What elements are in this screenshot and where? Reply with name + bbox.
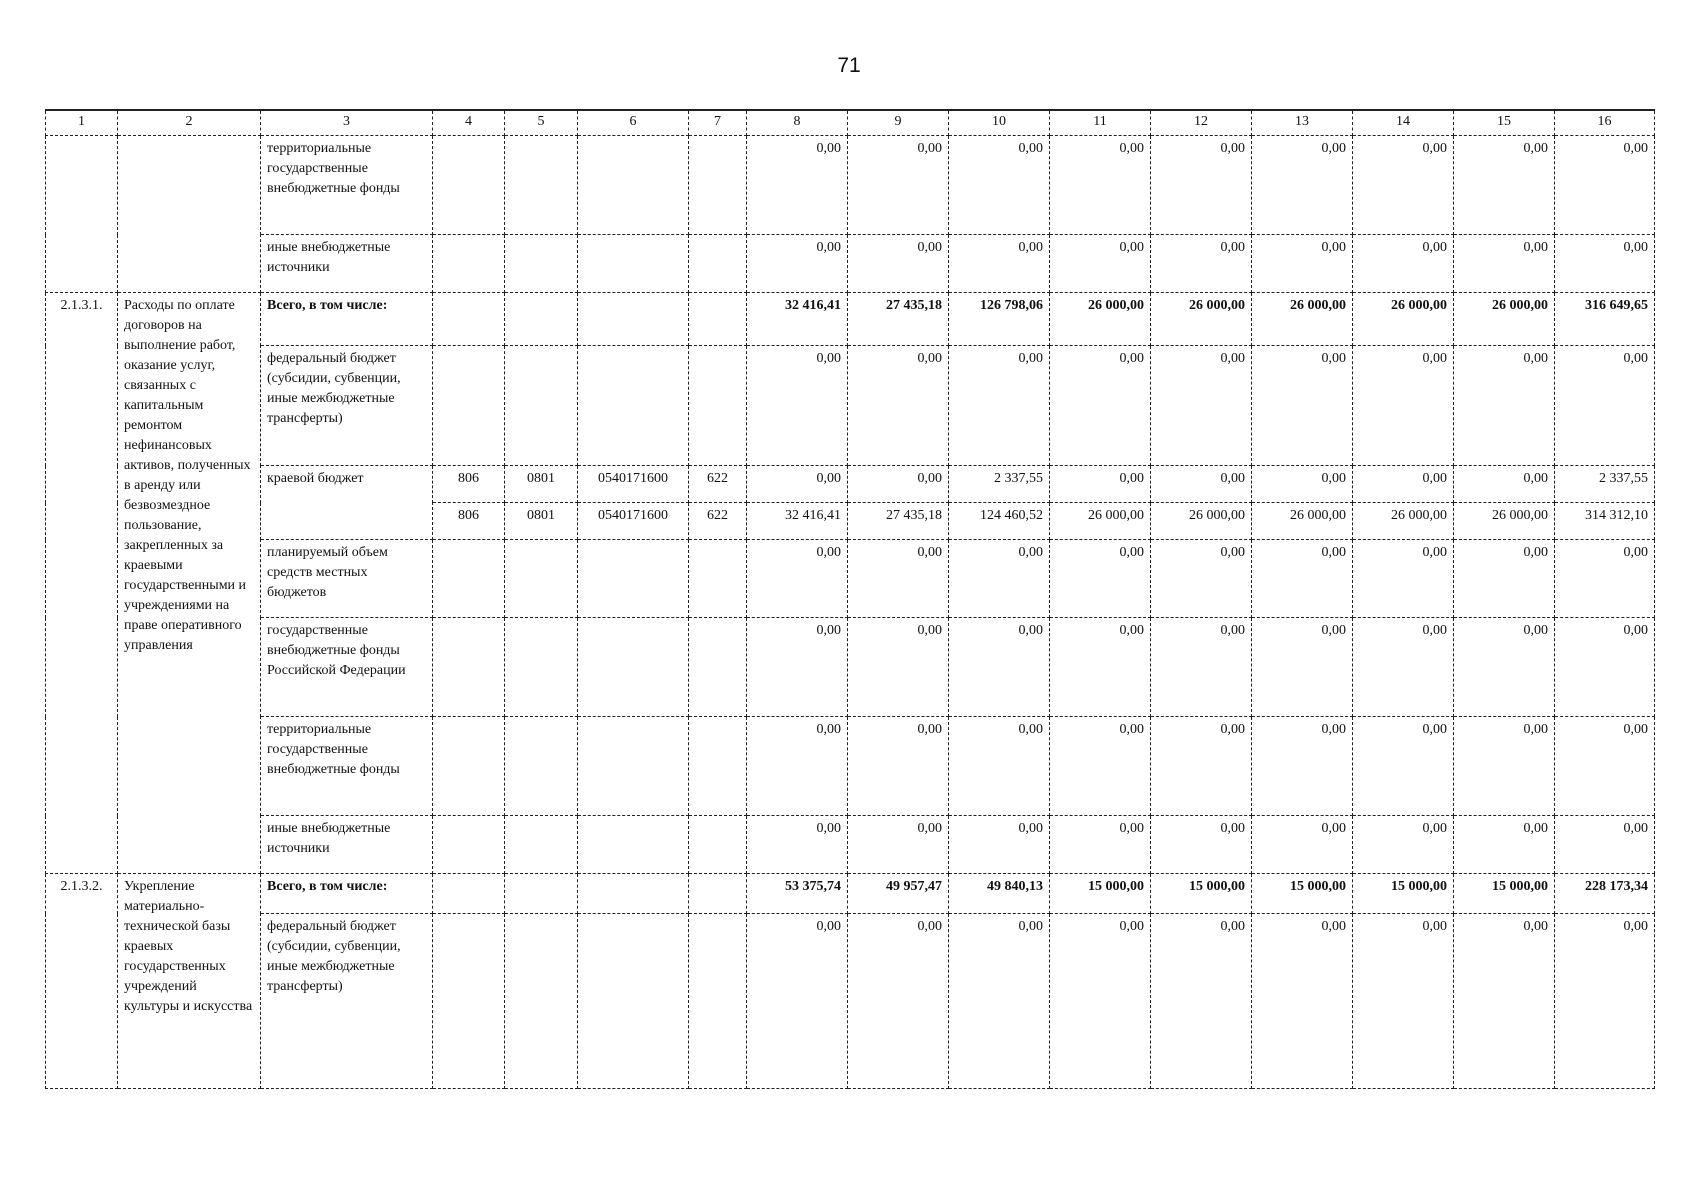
- col-header: 13: [1252, 110, 1353, 136]
- source-label: иные внебюджетные источники: [261, 235, 433, 293]
- code-cell: [433, 136, 505, 235]
- value-cell: 2 337,55: [949, 466, 1050, 503]
- source-label: государственные внебюджетные фонды Российской Федерации: [261, 618, 433, 717]
- value-cell: 0,00: [1252, 235, 1353, 293]
- value-cell: 0,00: [1454, 540, 1555, 618]
- value-cell: 15 000,00: [1050, 874, 1151, 914]
- code-cell: 0540171600: [578, 503, 689, 540]
- value-cell: 0,00: [1151, 717, 1252, 816]
- code-cell: 0801: [505, 503, 578, 540]
- value-cell: 0,00: [949, 540, 1050, 618]
- code-cell: [433, 346, 505, 466]
- value-cell: 0,00: [1050, 618, 1151, 717]
- code-cell: [689, 874, 747, 914]
- value-cell: 0,00: [1454, 914, 1555, 1089]
- value-cell: 0,00: [848, 235, 949, 293]
- value-cell: 15 000,00: [1353, 874, 1454, 914]
- source-label: краевой бюджет: [261, 466, 433, 540]
- value-cell: 0,00: [747, 816, 848, 874]
- code-cell: [433, 540, 505, 618]
- value-cell: 0,00: [848, 914, 949, 1089]
- value-cell: 0,00: [747, 346, 848, 466]
- value-cell: 0,00: [1050, 914, 1151, 1089]
- code-cell: [433, 618, 505, 717]
- value-cell: 0,00: [1050, 466, 1151, 503]
- value-cell: 0,00: [1151, 346, 1252, 466]
- value-cell: 0,00: [1353, 618, 1454, 717]
- value-cell: 0,00: [1050, 136, 1151, 235]
- table-row: [46, 816, 1655, 874]
- value-cell: 0,00: [747, 466, 848, 503]
- code-cell: [578, 346, 689, 466]
- value-cell: 49 957,47: [848, 874, 949, 914]
- column-numbers-row: [46, 110, 1655, 136]
- code-cell: [505, 235, 578, 293]
- code-cell: 806: [433, 503, 505, 540]
- value-cell: 0,00: [1353, 540, 1454, 618]
- item-name-cell: Укрепление материально-технической базы краевых государственных учреждений культуры и искусства: [118, 874, 261, 1089]
- value-cell: 0,00: [1151, 540, 1252, 618]
- code-cell: [505, 136, 578, 235]
- value-cell: 0,00: [1353, 346, 1454, 466]
- col-header: 3: [261, 110, 433, 136]
- value-cell: 0,00: [949, 914, 1050, 1089]
- value-cell: 0,00: [1151, 618, 1252, 717]
- code-cell: [689, 914, 747, 1089]
- value-cell: 0,00: [1353, 914, 1454, 1089]
- value-cell: 314 312,10: [1555, 503, 1655, 540]
- value-cell: 0,00: [848, 618, 949, 717]
- value-cell: 26 000,00: [1151, 503, 1252, 540]
- value-cell: 0,00: [949, 346, 1050, 466]
- value-cell: 0,00: [1151, 136, 1252, 235]
- item-code-cell: 2.1.3.1.: [46, 293, 118, 874]
- code-cell: [689, 717, 747, 816]
- value-cell: 49 840,13: [949, 874, 1050, 914]
- value-cell: 53 375,74: [747, 874, 848, 914]
- value-cell: 228 173,34: [1555, 874, 1655, 914]
- value-cell: 2 337,55: [1555, 466, 1655, 503]
- code-cell: [578, 816, 689, 874]
- value-cell: 32 416,41: [747, 503, 848, 540]
- value-cell: 26 000,00: [1353, 503, 1454, 540]
- value-cell: 0,00: [1555, 136, 1655, 235]
- value-cell: 0,00: [1252, 540, 1353, 618]
- value-cell: 0,00: [848, 346, 949, 466]
- table-row: [46, 540, 1655, 618]
- source-label: иные внебюджетные источники: [261, 816, 433, 874]
- code-cell: [505, 346, 578, 466]
- item-code-cell: [46, 136, 118, 293]
- source-label: территориальные государственные внебюджетные фонды: [261, 717, 433, 816]
- value-cell: 0,00: [1555, 346, 1655, 466]
- value-cell: 0,00: [747, 235, 848, 293]
- source-label: Всего, в том числе:: [261, 293, 433, 346]
- code-cell: [433, 293, 505, 346]
- value-cell: 0,00: [1252, 136, 1353, 235]
- value-cell: 0,00: [1454, 235, 1555, 293]
- value-cell: 0,00: [949, 717, 1050, 816]
- value-cell: 32 416,41: [747, 293, 848, 346]
- value-cell: 0,00: [747, 618, 848, 717]
- source-label: территориальные государственные внебюджетные фонды: [261, 136, 433, 235]
- code-cell: 0801: [505, 466, 578, 503]
- value-cell: 0,00: [949, 618, 1050, 717]
- value-cell: 0,00: [1050, 717, 1151, 816]
- code-cell: [578, 914, 689, 1089]
- value-cell: 0,00: [747, 540, 848, 618]
- value-cell: 26 000,00: [1252, 293, 1353, 346]
- code-cell: 622: [689, 466, 747, 503]
- value-cell: 0,00: [1555, 235, 1655, 293]
- value-cell: 26 000,00: [1050, 293, 1151, 346]
- value-cell: 0,00: [1555, 914, 1655, 1089]
- col-header: 2: [118, 110, 261, 136]
- col-header: 6: [578, 110, 689, 136]
- code-cell: [689, 540, 747, 618]
- table-row: [46, 466, 1655, 503]
- code-cell: [689, 816, 747, 874]
- value-cell: 0,00: [949, 136, 1050, 235]
- code-cell: [433, 235, 505, 293]
- value-cell: 0,00: [1252, 466, 1353, 503]
- value-cell: 0,00: [848, 717, 949, 816]
- value-cell: 27 435,18: [848, 293, 949, 346]
- value-cell: 0,00: [1252, 346, 1353, 466]
- value-cell: 0,00: [848, 466, 949, 503]
- value-cell: 0,00: [1454, 136, 1555, 235]
- value-cell: 0,00: [1050, 346, 1151, 466]
- source-label: планируемый объем средств местных бюджетов: [261, 540, 433, 618]
- col-header: 11: [1050, 110, 1151, 136]
- value-cell: 27 435,18: [848, 503, 949, 540]
- value-cell: 15 000,00: [1151, 874, 1252, 914]
- table-row: [46, 235, 1655, 293]
- value-cell: 0,00: [1353, 235, 1454, 293]
- code-cell: [433, 816, 505, 874]
- value-cell: 0,00: [1151, 816, 1252, 874]
- value-cell: 0,00: [1353, 816, 1454, 874]
- table-row: [46, 346, 1655, 466]
- code-cell: [578, 874, 689, 914]
- col-header: 9: [848, 110, 949, 136]
- col-header: 8: [747, 110, 848, 136]
- code-cell: [578, 136, 689, 235]
- value-cell: 0,00: [1252, 914, 1353, 1089]
- code-cell: [433, 874, 505, 914]
- value-cell: 26 000,00: [1252, 503, 1353, 540]
- value-cell: 316 649,65: [1555, 293, 1655, 346]
- value-cell: 0,00: [1555, 540, 1655, 618]
- item-code-cell: 2.1.3.2.: [46, 874, 118, 1089]
- value-cell: 0,00: [747, 136, 848, 235]
- code-cell: [433, 717, 505, 816]
- value-cell: 0,00: [1454, 816, 1555, 874]
- code-cell: [578, 717, 689, 816]
- value-cell: 0,00: [1454, 717, 1555, 816]
- col-header: 16: [1555, 110, 1655, 136]
- code-cell: [505, 540, 578, 618]
- code-cell: 0540171600: [578, 466, 689, 503]
- value-cell: 126 798,06: [949, 293, 1050, 346]
- col-header: 5: [505, 110, 578, 136]
- table-row: [46, 914, 1655, 1089]
- code-cell: [689, 293, 747, 346]
- value-cell: 26 000,00: [1151, 293, 1252, 346]
- value-cell: 0,00: [747, 717, 848, 816]
- code-cell: [578, 540, 689, 618]
- value-cell: 0,00: [1151, 466, 1252, 503]
- code-cell: [433, 914, 505, 1089]
- value-cell: 0,00: [949, 816, 1050, 874]
- code-cell: [505, 618, 578, 717]
- source-label: федеральный бюджет (субсидии, субвенции, иные межбюджетные трансферты): [261, 346, 433, 466]
- budget-table: [45, 109, 1655, 1089]
- value-cell: 26 000,00: [1353, 293, 1454, 346]
- value-cell: 26 000,00: [1454, 293, 1555, 346]
- value-cell: 0,00: [1050, 235, 1151, 293]
- col-header: 12: [1151, 110, 1252, 136]
- col-header: 7: [689, 110, 747, 136]
- source-label: федеральный бюджет (субсидии, субвенции, иные межбюджетные трансферты): [261, 914, 433, 1089]
- code-cell: [689, 618, 747, 717]
- col-header: 1: [46, 110, 118, 136]
- col-header: 4: [433, 110, 505, 136]
- table-row: [46, 293, 1655, 346]
- code-cell: [578, 618, 689, 717]
- value-cell: 0,00: [1353, 136, 1454, 235]
- table-row: [46, 618, 1655, 717]
- value-cell: 0,00: [747, 914, 848, 1089]
- value-cell: 0,00: [1555, 717, 1655, 816]
- value-cell: 0,00: [1050, 540, 1151, 618]
- code-cell: [578, 293, 689, 346]
- value-cell: 0,00: [1454, 618, 1555, 717]
- value-cell: 26 000,00: [1454, 503, 1555, 540]
- code-cell: [505, 293, 578, 346]
- code-cell: 806: [433, 466, 505, 503]
- value-cell: 0,00: [1454, 466, 1555, 503]
- value-cell: 0,00: [1353, 466, 1454, 503]
- page-number: 71: [837, 54, 861, 77]
- value-cell: 15 000,00: [1252, 874, 1353, 914]
- value-cell: 0,00: [848, 540, 949, 618]
- table-row: [46, 874, 1655, 914]
- code-cell: [505, 717, 578, 816]
- value-cell: 0,00: [1555, 618, 1655, 717]
- col-header: 15: [1454, 110, 1555, 136]
- code-cell: [505, 914, 578, 1089]
- code-cell: [578, 235, 689, 293]
- value-cell: 0,00: [1151, 914, 1252, 1089]
- value-cell: 0,00: [1151, 235, 1252, 293]
- col-header: 10: [949, 110, 1050, 136]
- value-cell: 0,00: [1555, 816, 1655, 874]
- item-name-cell: [118, 136, 261, 293]
- value-cell: 0,00: [1353, 717, 1454, 816]
- value-cell: 0,00: [848, 136, 949, 235]
- table-row: [46, 717, 1655, 816]
- value-cell: 0,00: [949, 235, 1050, 293]
- value-cell: 0,00: [1050, 816, 1151, 874]
- source-label: Всего, в том числе:: [261, 874, 433, 914]
- code-cell: [689, 235, 747, 293]
- value-cell: 26 000,00: [1050, 503, 1151, 540]
- value-cell: 15 000,00: [1454, 874, 1555, 914]
- value-cell: 0,00: [1252, 618, 1353, 717]
- value-cell: 0,00: [1252, 816, 1353, 874]
- code-cell: [689, 346, 747, 466]
- code-cell: 622: [689, 503, 747, 540]
- value-cell: 0,00: [1454, 346, 1555, 466]
- table-row: [46, 136, 1655, 235]
- value-cell: 0,00: [848, 816, 949, 874]
- value-cell: 0,00: [1252, 717, 1353, 816]
- code-cell: [505, 874, 578, 914]
- item-name-cell: Расходы по оплате договоров на выполнение работ, оказание услуг, связанных с капитальным ремонтом нефинансовых активов, полученных в аренду или безвозмездное пользование, закрепленных за краевыми государственными и учреждениями на праве оперативного управления: [118, 293, 261, 874]
- col-header: 14: [1353, 110, 1454, 136]
- code-cell: [689, 136, 747, 235]
- value-cell: 124 460,52: [949, 503, 1050, 540]
- code-cell: [505, 816, 578, 874]
